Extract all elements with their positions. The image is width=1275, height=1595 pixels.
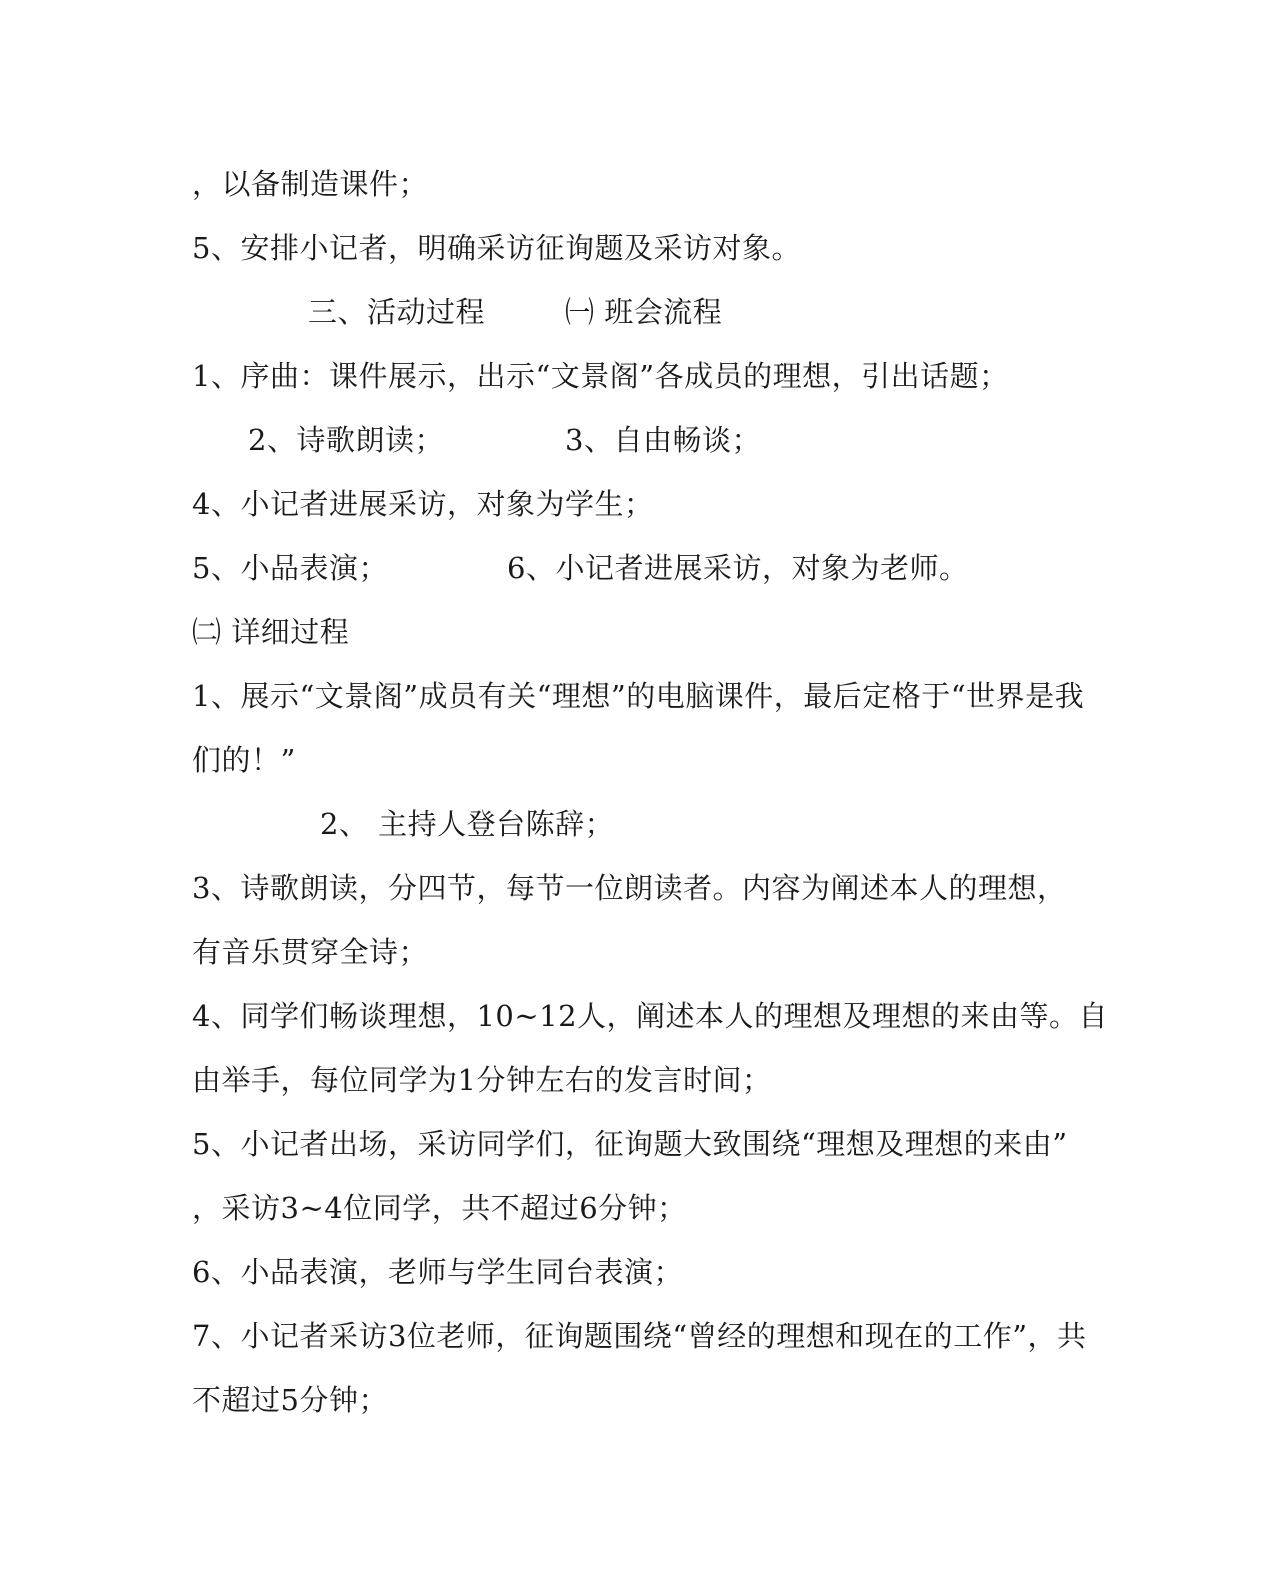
text-line: 们的！” bbox=[192, 743, 296, 777]
subsection-heading: ㈡ 详细过程 bbox=[192, 615, 350, 649]
text-line: ，采访3~4位同学，共不超过6分钟； bbox=[192, 1191, 687, 1225]
section-heading: 三、活动过程 bbox=[308, 295, 486, 329]
text-line: 5、小品表演； bbox=[192, 551, 388, 585]
text-line: 5、小记者出场，采访同学们，征询题大致围绕“理想及理想的来由” bbox=[192, 1127, 1068, 1161]
text-line: 不超过5分钟； bbox=[192, 1383, 388, 1417]
subsection-heading: ㈠ 班会流程 bbox=[565, 295, 723, 329]
text-line: 有音乐贯穿全诗； bbox=[192, 935, 429, 969]
text-line: 1、展示“文景阁”成员有关“理想”的电脑课件，最后定格于“世界是我 bbox=[192, 679, 1085, 713]
text-line: 4、小记者进展采访，对象为学生； bbox=[192, 487, 654, 521]
text-line: 4、同学们畅谈理想，10~12人，阐述本人的理想及理想的来由等。自 bbox=[192, 999, 1109, 1033]
text-line: 3、诗歌朗读，分四节，每节一位朗读者。内容为阐述本人的理想， bbox=[192, 871, 1067, 905]
text-line: 2、诗歌朗读； bbox=[248, 423, 444, 457]
text-line: 7、小记者采访3位老师，征询题围绕“曾经的理想和现在的工作”，共 bbox=[192, 1319, 1087, 1353]
text-line: 6、小记者进展采访，对象为老师。 bbox=[507, 551, 969, 585]
text-line: 3、自由畅谈； bbox=[565, 423, 761, 457]
text-line: 1、序曲：课件展示，出示“文景阁”各成员的理想，引出话题； bbox=[192, 359, 1009, 393]
text-line: ，以备制造课件； bbox=[192, 167, 429, 201]
text-line: 5、安排小记者，明确采访征询题及采访对象。 bbox=[192, 231, 801, 265]
text-line: 6、小品表演，老师与学生同台表演； bbox=[192, 1255, 683, 1289]
text-line: 2、 主持人登台陈辞； bbox=[320, 807, 615, 841]
text-line: 由举手，每位同学为1分钟左右的发言时间； bbox=[192, 1063, 772, 1097]
